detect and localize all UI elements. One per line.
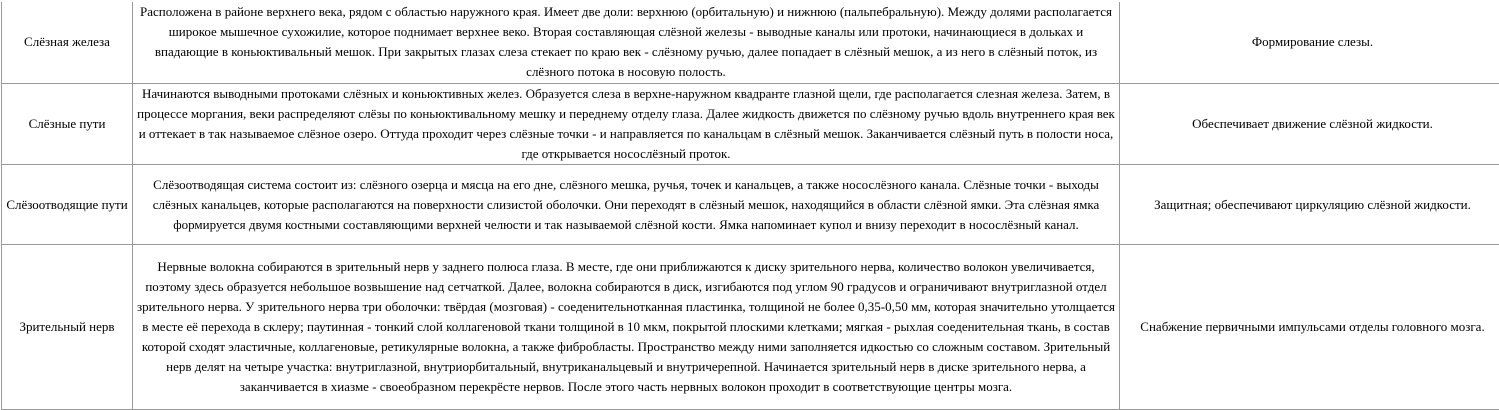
table-row — [2, 1, 1499, 84]
anatomy-table — [1, 0, 1499, 410]
row-name-cell: Слёзная железа — [2, 1, 133, 84]
row-function-cell: Защитная; обеспечивают циркуляцию слёзной жидкости. — [1120, 165, 1499, 245]
row-name-cell: Зрительный нерв — [2, 245, 133, 410]
row-description-cell: Начинаются выводными протоками слёзных и коньюктивных желез. Образуется слеза в верхне-наружном квадранте глазной щели, где располагается слезная железа. Затем, в процессе моргания, веки распределяют слёзы по коньюктивальному мешку и переднему отделу глаза. Далее жидкость движется по слёзному ручью вдоль внутреннего края век и оттекает в так называемое слёзное озеро. Оттуда проходит через слёзные точки - и направляется по канальцам в слёзный мешок. Заканчивается слёзный путь в полости носа, где открывается носослёзный проток. — [133, 84, 1120, 165]
table-row — [2, 245, 1499, 410]
row-description-cell: Нервные волокна собираются в зрительный нерв у заднего полюса глаза. В месте, где они приближаются к диску зрительного нерва, количество волокон увеличивается, поэтому здесь образуется небольшое возвышение над сетчаткой. Далее, волокна собираются в диск, изгибаются под углом 90 градусов и ограничивают внутриглазной отдел зрительного нерва. У зрительного нерва три оболочки: твёрдая (мозговая) - соеденительнотканная пластинка, толщиной не более 0,35-0,50 мм, которая значительно утолщается в месте её перехода в склеру; паутинная - тонкий слой коллагеновой ткани толщиной в 10 мкм, покрытой плоскими клетками; мягкая - рыхлая соеденительная ткань, в состав которой сходят эластичные, коллагеновые, ретикулярные волокна, а также фибробласты. Пространство между ними заполняется идкостью со сложным составом. Зрительный нерв делят на четыре участка: внутриглазной, внутриорбитальный, внутриканальцевый и внутричерепной. Начинается зрительный нерв в диске зрительного нерва, а заканчивается в хиазме - своеобразном перекрёсте нервов. После этого часть нервных волокон проходит в соответствующие центры мозга. — [133, 245, 1120, 410]
row-description-cell: Слёзоотводящая система состоит из: слёзного озерца и мясца на его дне, слёзного мешка, ручья, точек и канальцев, а также носослёзного канала. Слёзные точки - выходы слёзных канальцев, которые располагаются на поверхности слизистой оболочки. Они переходят в слёзный мешок, находящийся в области слёзной ямки. Эта слёзная ямка формируется двумя костными составляющими верхней челюсти и так называемой слёзной кости. Ямка напоминает купол и внизу переходит в носослёзный канал. — [133, 165, 1120, 245]
row-description-cell: Расположена в районе верхнего века, рядом с областью наружного края. Имеет две доли: верхнюю (орбитальную) и нижнюю (пальпебральную). Между долями располагается широкое мышечное сухожилие, которое поднимает верхнее веко. Вторая составляющая слёзной железы - выводные каналы или протоки, начинающиеся в дольках и впадающие в коньюктивальный мешок. При закрытых глазах слеза стекает по краю век - слёзному ручью, далее попадает в слёзный мешок, а из него в слёзный поток, из слёзного потока в носовую полость. — [133, 1, 1120, 84]
table-row — [2, 165, 1499, 245]
row-function-cell: Обеспечивает движение слёзной жидкости. — [1120, 84, 1499, 165]
row-name-cell: Слёзные пути — [2, 84, 133, 165]
top-edge-mask — [0, 0, 1499, 2]
row-function-cell: Снабжение первичными импульсами отделы головного мозга. — [1120, 245, 1499, 410]
row-name-cell: Слёзоотводящие пути — [2, 165, 133, 245]
table-row — [2, 84, 1499, 165]
row-function-cell: Формирование слезы. — [1120, 1, 1499, 84]
